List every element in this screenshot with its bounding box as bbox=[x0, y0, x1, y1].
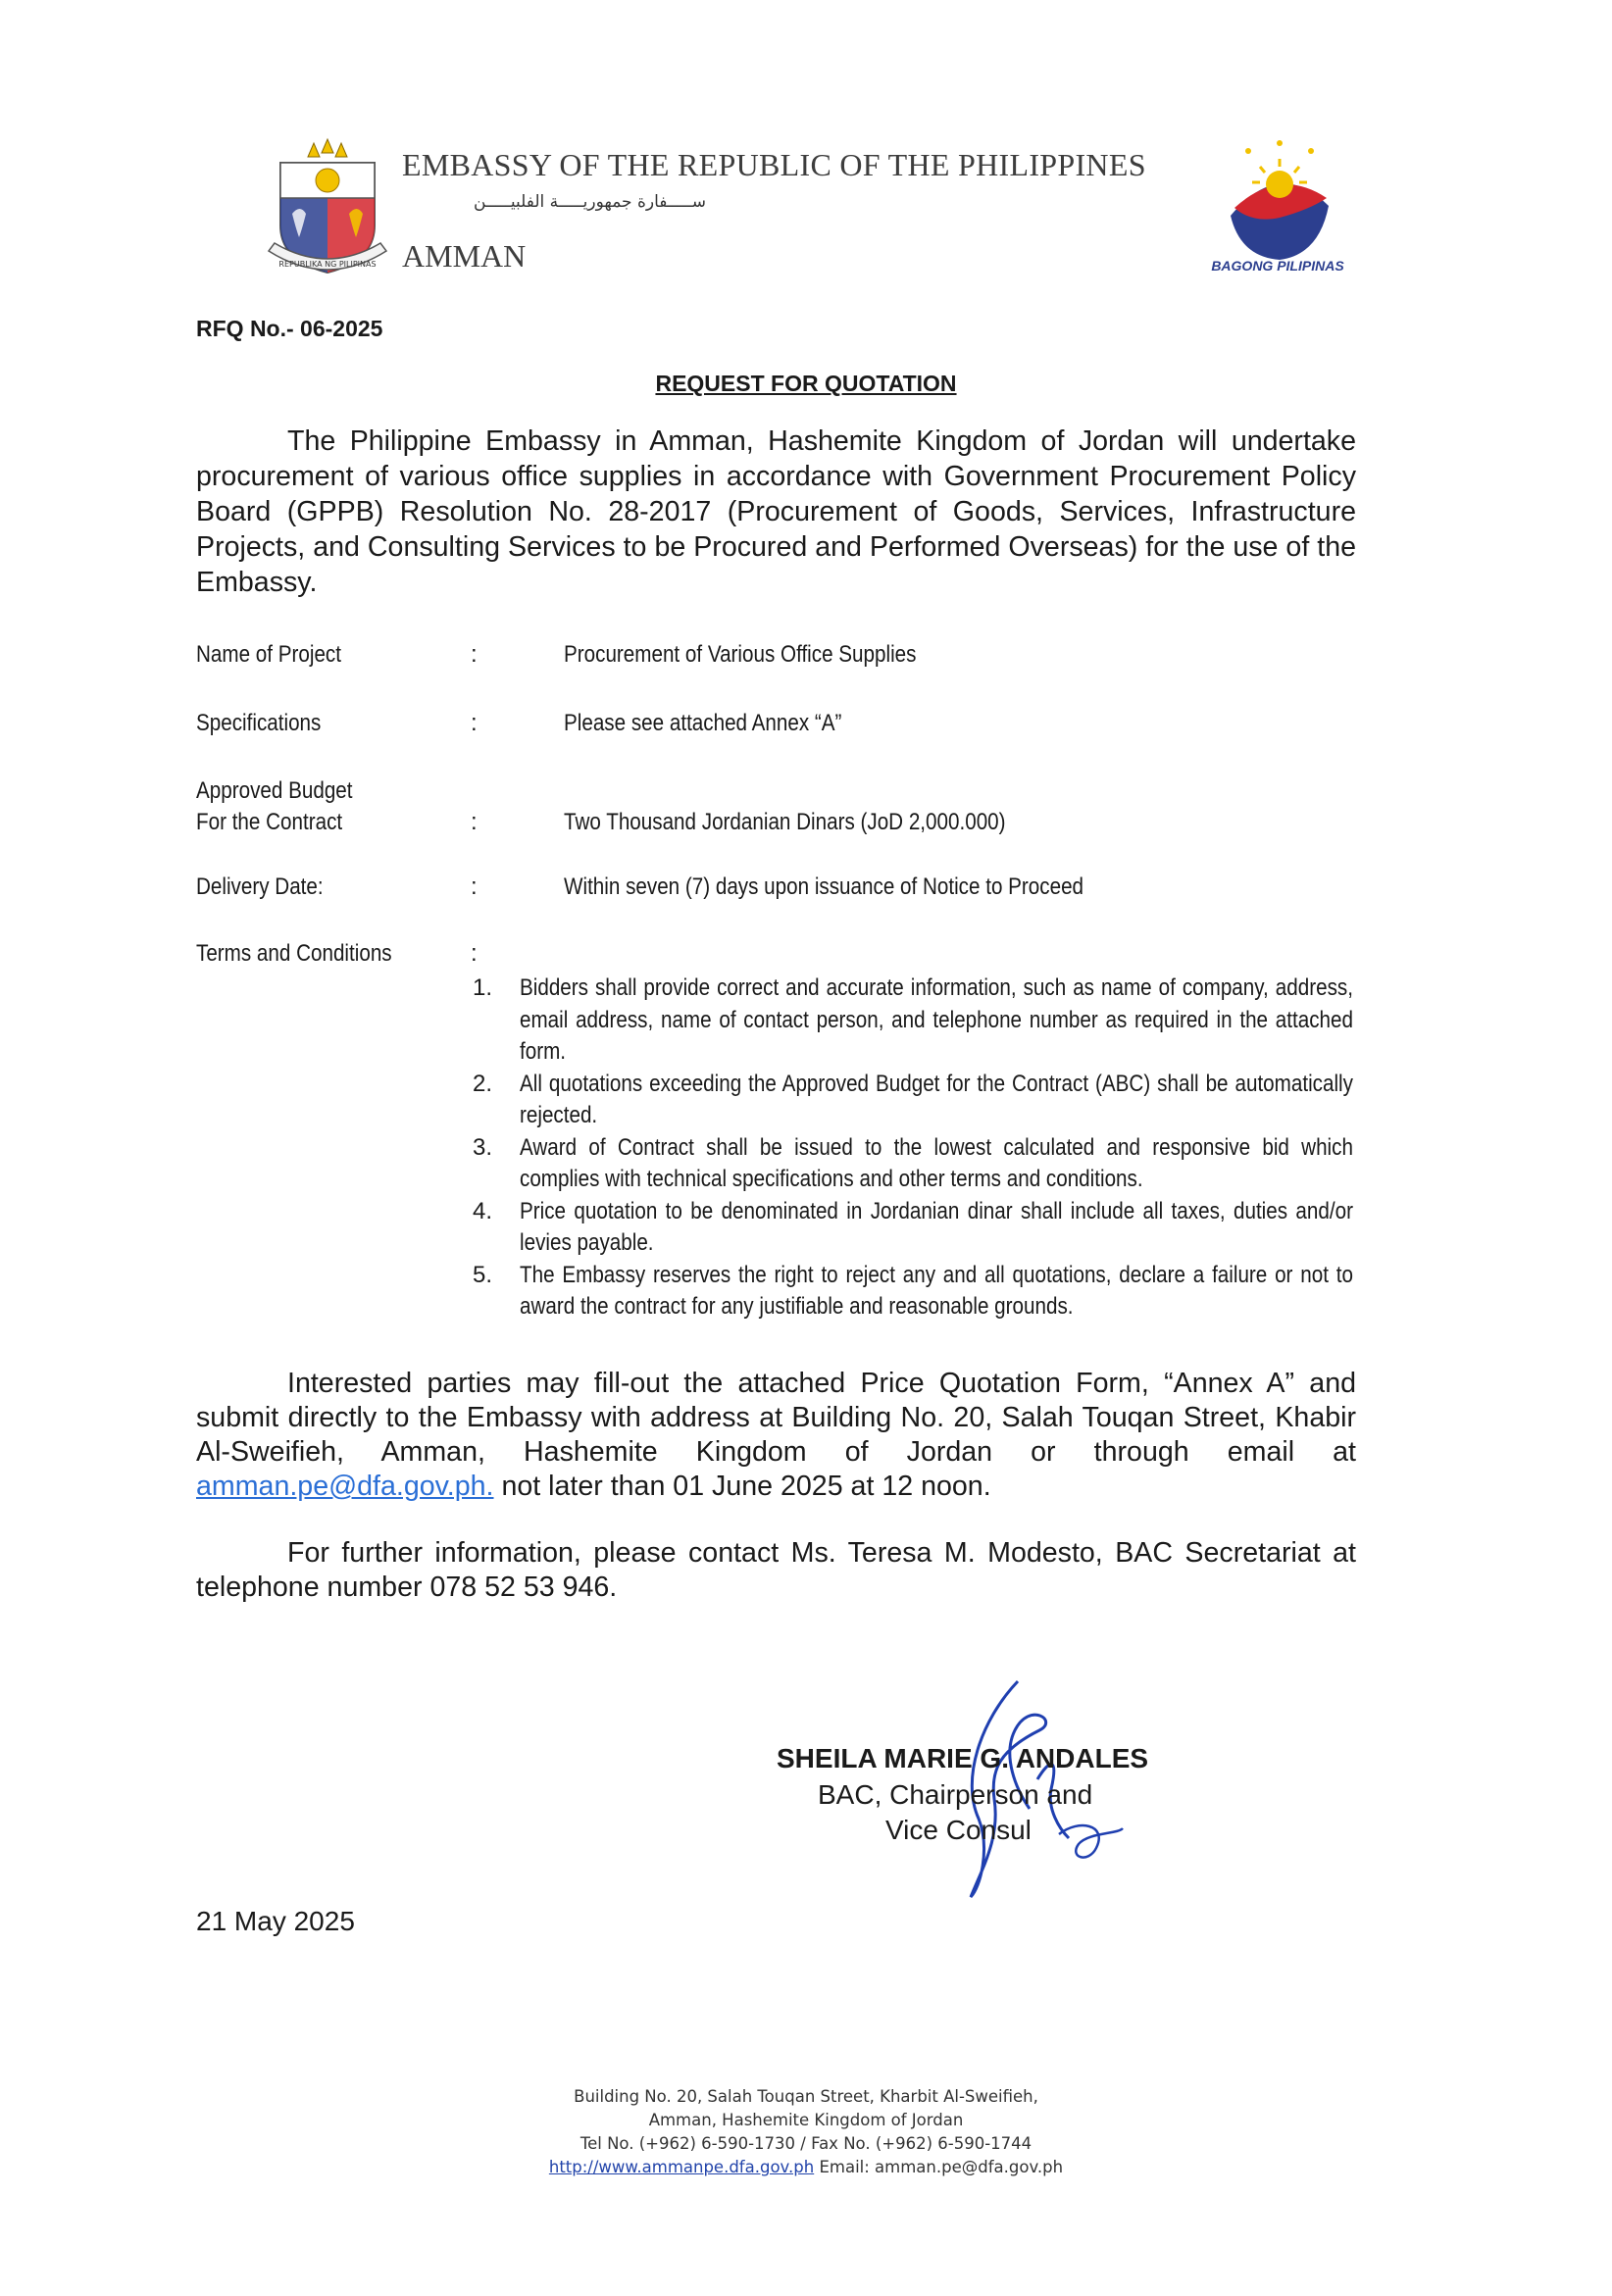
footer-phone-line: Tel No. (+962) 6-590-1730 / Fax No. (+962) 6-590-1744 bbox=[579, 2134, 1033, 2153]
website-link[interactable]: http://www.ammanpe.dfa.gov.ph bbox=[548, 2158, 815, 2176]
rfq-number: RFQ No.- 06-2025 bbox=[196, 316, 383, 341]
embassy-title: EMBASSY OF THE REPUBLIC OF THE PHILIPPINES bbox=[402, 147, 1146, 182]
submission-text: Interested parties may fill-out the attached Price Quotation Form, “Annex A” and submit directly to the Embassy with address at Building No. 20, Salah Touqan Street, Khabir Al-Sweifieh, Amman, Hashemite Kingdom of Jordan or through email at bbox=[196, 1368, 1356, 1468]
field-colon: : bbox=[471, 710, 478, 736]
term-number: 4. bbox=[473, 1197, 493, 1224]
term-text: Price quotation to be denominated in Jordanian dinar shall include all taxes, duties and/or levies payable. bbox=[520, 1197, 1353, 1256]
list-item bbox=[461, 1196, 1355, 1260]
list-item bbox=[461, 1132, 1355, 1196]
signatory-name: SHEILA MARIE G. ANDALES bbox=[777, 1743, 1149, 1773]
field-label: Approved Budget bbox=[196, 777, 353, 804]
field-label: Specifications bbox=[196, 710, 322, 736]
footer-email[interactable]: amman.pe@dfa.gov.ph bbox=[875, 2158, 1064, 2176]
footer-web-line bbox=[0, 2156, 1612, 2179]
terms-list bbox=[461, 973, 1355, 1323]
field-label: For the Contract bbox=[196, 809, 343, 835]
email-link[interactable]: amman.pe@dfa.gov.ph. bbox=[196, 1471, 494, 1502]
submission-deadline: not later than 01 June 2025 at 12 noon. bbox=[493, 1471, 991, 1502]
field-label: Name of Project bbox=[196, 641, 341, 668]
contact-paragraph: For further information, please contact Ms. Teresa M. Modesto, BAC Secretariat at telephone number 078 52 53 946. bbox=[196, 1537, 1356, 1603]
term-text: Bidders shall provide correct and accurate information, such as name of company, address, email address, name of contact person, and telephone number as required in the attached form. bbox=[520, 974, 1353, 1065]
document-title: REQUEST FOR QUOTATION bbox=[655, 371, 957, 396]
footer-email-label: Email: bbox=[819, 2158, 870, 2176]
list-item bbox=[461, 1260, 1355, 1323]
intro-paragraph: The Philippine Embassy in Amman, Hashemite Kingdom of Jordan will undertake procurement of various office supplies in accordance with Government Procurement Policy Board (GPPB) Resolution No. 28-2017 (Procurement of Goods, Services, Infrastructure Projects, and Consulting Services to be Procured and Performed Overseas) for the use of the Embassy. bbox=[196, 425, 1356, 598]
field-colon: : bbox=[471, 641, 478, 668]
signatory-title: Vice Consul bbox=[885, 1815, 1032, 1845]
field-value: Within seven (7) days upon issuance of Notice to Proceed bbox=[564, 873, 1084, 900]
embassy-arabic-name: ســـــفارة جمهوريـــــة الفلبيـــــن bbox=[474, 192, 706, 212]
signatory-role: BAC, Chairperson and bbox=[818, 1779, 1093, 1810]
field-value: Two Thousand Jordanian Dinars (JoD 2,000.000) bbox=[564, 809, 1006, 835]
embassy-city: AMMAN bbox=[402, 238, 527, 274]
term-text: The Embassy reserves the right to reject any and all quotations, declare a failure or not to award the contract for any justifiable and reasonable grounds. bbox=[520, 1261, 1353, 1320]
submission-paragraph bbox=[196, 1367, 1356, 1504]
list-item bbox=[461, 1069, 1355, 1132]
bagong-pilipinas-label: BAGONG PILIPINAS bbox=[1211, 258, 1344, 274]
field-value: Please see attached Annex “A” bbox=[564, 710, 842, 736]
field-label: Terms and Conditions bbox=[196, 940, 392, 967]
list-item bbox=[461, 973, 1355, 1069]
field-colon: : bbox=[471, 873, 478, 900]
field-label: Delivery Date: bbox=[196, 873, 324, 900]
footer bbox=[0, 2085, 1612, 2179]
term-text: All quotations exceeding the Approved Budget for the Contract (ABC) shall be automatically rejected. bbox=[520, 1070, 1353, 1128]
footer-address-line1: Building No. 20, Salah Touqan Street, Kharbit Al-Sweifieh, bbox=[574, 2087, 1038, 2106]
footer-address-line2: Amman, Hashemite Kingdom of Jordan bbox=[648, 2111, 964, 2129]
svg-text:REPUBLIKA NG PILIPINAS: REPUBLIKA NG PILIPINAS bbox=[278, 260, 377, 269]
term-text: Award of Contract shall be issued to the lowest calculated and responsive bid which complies with technical specifications and other terms and conditions. bbox=[520, 1133, 1353, 1192]
field-colon: : bbox=[471, 940, 478, 967]
term-number: 5. bbox=[473, 1261, 493, 1288]
field-value: Procurement of Various Office Supplies bbox=[564, 641, 917, 668]
term-number: 1. bbox=[473, 974, 493, 1001]
field-colon: : bbox=[471, 809, 478, 835]
philippine-seal-icon bbox=[263, 135, 392, 282]
term-number: 2. bbox=[473, 1070, 493, 1097]
document-date: 21 May 2025 bbox=[196, 1906, 355, 1936]
term-number: 3. bbox=[473, 1133, 493, 1161]
